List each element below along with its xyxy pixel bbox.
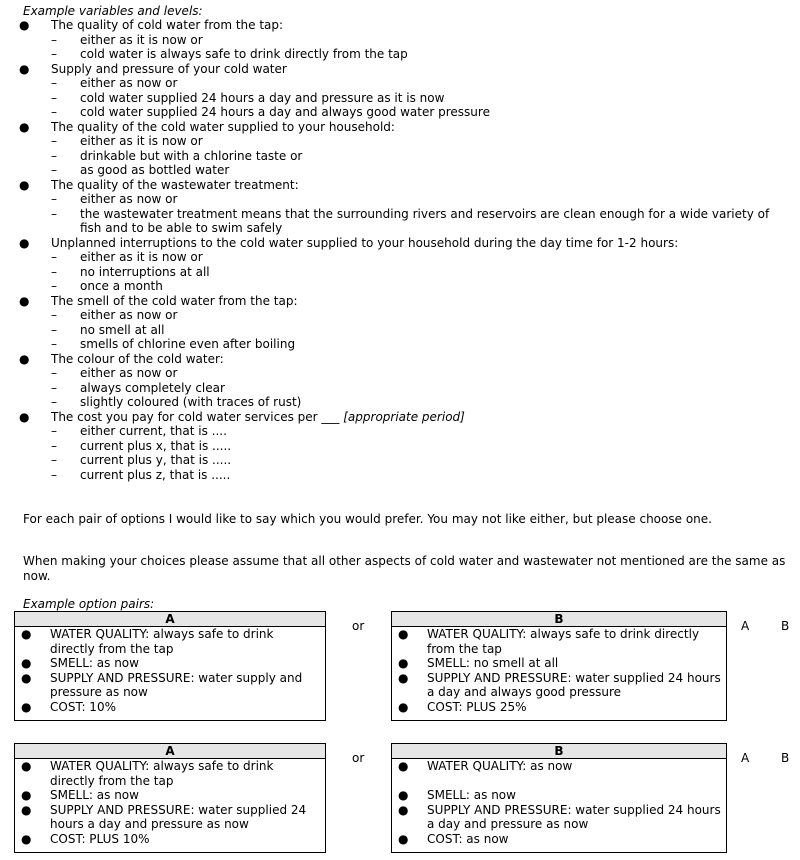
option-header: B [392,744,726,759]
or-label: or [352,619,365,633]
option-attribute: ● SMELL: as now [21,656,139,670]
option-attribute: ● WATER QUALITY: always safe to drink directly from the tap [398,627,700,656]
level-item: – as good as bottled water [51,163,230,177]
option-b-box [391,743,727,853]
variable-title: The quality of cold water from the tap: [51,18,284,32]
variable-title: The cost you pay for cold water services per ___ [51,409,344,424]
variable-title-note: [appropriate period] [343,409,465,424]
options-title: Example option pairs: [23,597,155,611]
level-item: – always completely clear [51,380,225,395]
level-item: – once a month [51,279,163,293]
choice-b[interactable]: B [781,619,790,633]
option-b-box [391,611,727,721]
option-attribute: ● SMELL: as now [398,788,516,802]
level-item: – either as now or [51,76,178,90]
variable-item: ● The colour of the cold water: – either as now or – always completely clear – slightly coloured (with traces of rust) [19,352,789,410]
variable-title: The quality of the wastewater treatment: [51,177,299,192]
level-item: – cold water supplied 24 hours a day and pressure as it is now [51,90,445,105]
option-a-box [14,611,326,721]
choice-a[interactable]: A [741,619,750,633]
assumption-paragraph: When making your choices please assume that all other aspects of cold water and wastewater not mentioned are the same as now. [23,554,786,583]
option-attribute: ● COST: 10% [21,699,116,714]
option-attribute: ● WATER QUALITY: as now [398,759,573,773]
level-item: – drinkable but with a chlorine taste or [51,148,303,163]
level-item: – the wastewater treatment means that the surrounding rivers and reservoirs are clean enough for a wide variety of fish and to be able to swim safely [51,206,770,235]
variable-title: The colour of the cold water: [51,351,224,366]
level-item: – either as now or [51,366,178,380]
option-header: A [15,612,325,627]
level-item: – current plus y, that is ..... [51,453,232,467]
variable-title: The quality of the cold water supplied to your household: [51,119,395,134]
variable-item: ● The quality of the cold water supplied to your household: – either as it is now or – drinkable but with a chlorine taste or – as good as bottled water [19,120,789,178]
variable-item: ● Supply and pressure of your cold water – either as now or – cold water supplied 24 hours a day and pressure as it is now – cold water supplied 24 hours a day and always good water pressure [19,62,789,120]
level-item: – either as it is now or [51,32,203,47]
variable-item: ● The quality of the wastewater treatment: – either as now or – the wastewater treatment means that the surrounding rivers and reservoirs are clean enough for a wide variety of fish and to be able to swim safely [19,178,789,236]
intro-heading: Example variables and levels: [23,4,203,18]
option-attribute: ● WATER QUALITY: always safe to drink directly from the tap [21,759,274,788]
level-item: – no interruptions at all [51,264,210,279]
option-attribute: ● WATER QUALITY: always safe to drink directly from the tap [21,627,274,656]
level-item: – current plus x, that is ..... [51,438,232,453]
variables-list [19,18,789,482]
option-attribute: ● SUPPLY AND PRESSURE: water supplied 24 hours a day and pressure as now [21,802,307,831]
option-header: B [392,612,726,627]
variable-title: The smell of the cold water from the tap: [51,293,298,308]
option-header: A [15,744,325,759]
or-label: or [352,751,365,765]
variable-item: ● Unplanned interruptions to the cold water supplied to your household during the day time for 1-2 hours: – either as it is now or – no interruptions at all – once a month [19,236,789,294]
level-item: – cold water is always safe to drink directly from the tap [51,47,408,61]
level-item: – either as now or [51,192,178,206]
level-item: – either current, that is .... [51,424,227,438]
level-item: – either as now or [51,308,178,322]
level-item: – no smell at all [51,322,165,337]
option-attribute: ● COST: as now [398,831,509,846]
level-item: – smells of chlorine even after boiling [51,337,296,351]
variable-title: Unplanned interruptions to the cold water supplied to your household during the day time for 1-2 hours: [51,235,679,250]
variable-item: ● The smell of the cold water from the tap: – either as now or – no smell at all – smells of chlorine even after boiling [19,294,789,352]
choice-a[interactable]: A [741,751,750,765]
option-attribute: ● SUPPLY AND PRESSURE: water supplied 24 hours a day and pressure as now [398,802,721,831]
level-item: – slightly coloured (with traces of rust) [51,395,302,409]
option-attribute: ● SMELL: as now [21,788,139,802]
option-attribute: ● SMELL: no smell at all [398,656,559,670]
level-item: – cold water supplied 24 hours a day and always good water pressure [51,105,490,119]
option-attribute: ● SUPPLY AND PRESSURE: water supplied 24 hours a day and always good pressure [398,670,721,699]
variable-title: Supply and pressure of your cold water [51,61,287,76]
level-item: – current plus z, that is ..... [51,467,231,482]
option-attribute: ● COST: PLUS 10% [21,831,150,846]
level-item: – either as it is now or [51,250,203,264]
instruction-paragraph: For each pair of options I would like to say which you would prefer. You may not like either, but please choose one. [23,512,712,526]
option-a-box [14,743,326,853]
level-item: – either as it is now or [51,134,203,148]
option-attribute: ● COST: PLUS 25% [398,699,527,714]
option-attribute: ● SUPPLY AND PRESSURE: water supply and pressure as now [21,670,303,699]
variable-item: ● The quality of cold water from the tap: – either as it is now or – cold water is always safe to drink directly from the tap [19,18,789,62]
choice-b[interactable]: B [781,751,790,765]
variable-item: ● The cost you pay for cold water services per ___ [appropriate period] – either current, that is .... – current plus x, that is ..... – current plus y, that is ..... – current plus z, that is ..... [19,410,789,483]
